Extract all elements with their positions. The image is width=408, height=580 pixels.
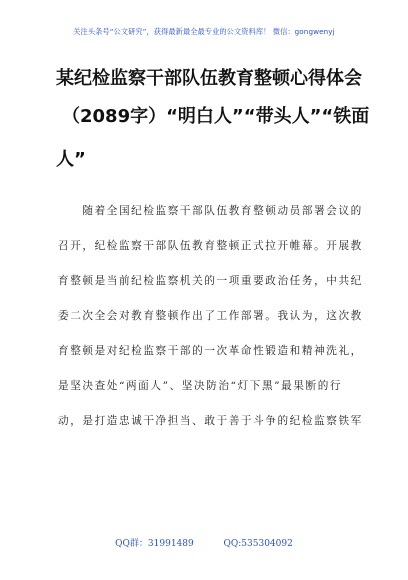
- body-line-3: 育整顿是当前纪检监察机关的一项重要政治任务，中共纪: [58, 275, 363, 287]
- footer-qq: QQ:535304092: [223, 539, 293, 549]
- footer-contact: [0, 536, 408, 549]
- body-line-5: 育整顿是对纪检监察干部的一次革命性锻造和精神洗礼，: [58, 345, 363, 357]
- body-line-7: 动，是打造忠诚干净担当、敢于善于斗争的纪检监察铁军: [58, 415, 363, 427]
- body-line-1: 随着全国纪检监察干部队伍教育整顿动员部署会议的: [58, 205, 363, 217]
- document-title-line-3: 人”: [56, 149, 86, 170]
- body-line-4: 委二次全会对教育整顿作出了工作部署。我认为，这次教: [58, 310, 363, 322]
- footer-qq-group: QQ群：31991489: [115, 539, 194, 549]
- header-banner: 关注头条号“公文研究”，获得最新最全最专业的公文资料库！ 微信：gongwenyj: [73, 27, 335, 36]
- document-title-line-2: （2089字）“明白人”“带头人”“铁面: [62, 106, 370, 127]
- body-line-6: 是坚决查处“两面人”、坚决防治“灯下黑”最果断的行: [58, 380, 343, 392]
- body-line-2: 召开，纪检监察干部队伍教育整顿正式拉开帷幕。开展教: [58, 240, 363, 252]
- document-title-line-1: 某纪检监察干部队伍教育整顿心得体会: [56, 68, 362, 89]
